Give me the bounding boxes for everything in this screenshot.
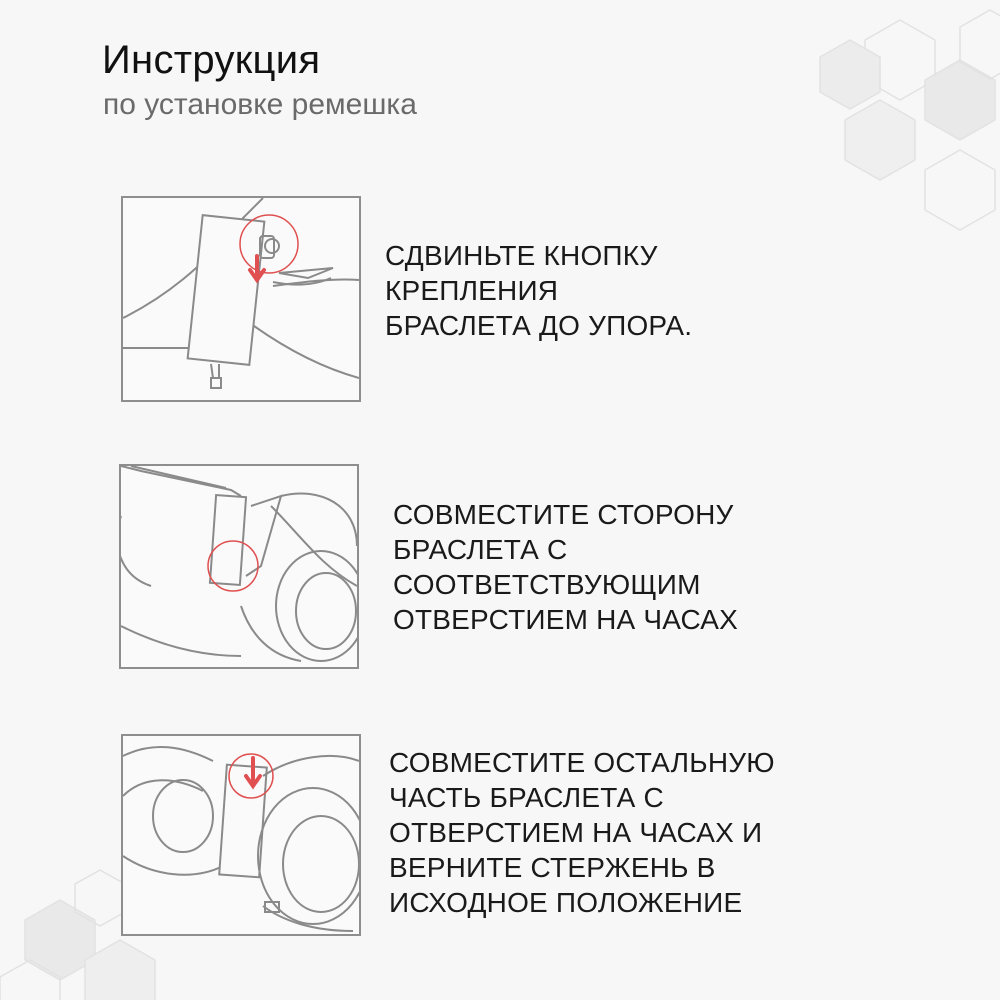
- step-3-line: ВЕРНИТЕ СТЕРЖЕНЬ В: [389, 852, 716, 883]
- step-2-text: [393, 497, 738, 637]
- step-3-line: ОТВЕРСТИЕМ НА ЧАСАХ И: [389, 817, 763, 848]
- step-3-line: ИСХОДНОЕ ПОЛОЖЕНИЕ: [389, 887, 743, 918]
- step-1-line: КРЕПЛЕНИЯ: [385, 275, 559, 306]
- step-2-line: БРАСЛЕТА С: [393, 534, 568, 565]
- step-1-line: СДВИНЬТЕ КНОПКУ: [385, 240, 658, 271]
- step-2-illustration: [119, 464, 359, 669]
- step-1-text: [385, 238, 692, 343]
- step-3-line: ЧАСТЬ БРАСЛЕТА С: [389, 782, 664, 813]
- step-3-text: [389, 745, 775, 920]
- step-1-line: БРАСЛЕТА ДО УПОРА.: [385, 310, 693, 341]
- step-2-line: ОТВЕРСТИЕМ НА ЧАСАХ: [393, 604, 739, 635]
- step-3-illustration: [121, 734, 361, 936]
- step-2-line: СООТВЕТСТВУЮЩИМ: [393, 569, 701, 600]
- page-subtitle: по установке ремешка: [103, 88, 417, 121]
- page-title: Инструкция: [102, 38, 321, 82]
- step-3-line: СОВМЕСТИТЕ ОСТАЛЬНУЮ: [389, 747, 775, 778]
- step-2-line: СОВМЕСТИТЕ СТОРОНУ: [393, 499, 734, 530]
- step-1-illustration: [121, 196, 361, 402]
